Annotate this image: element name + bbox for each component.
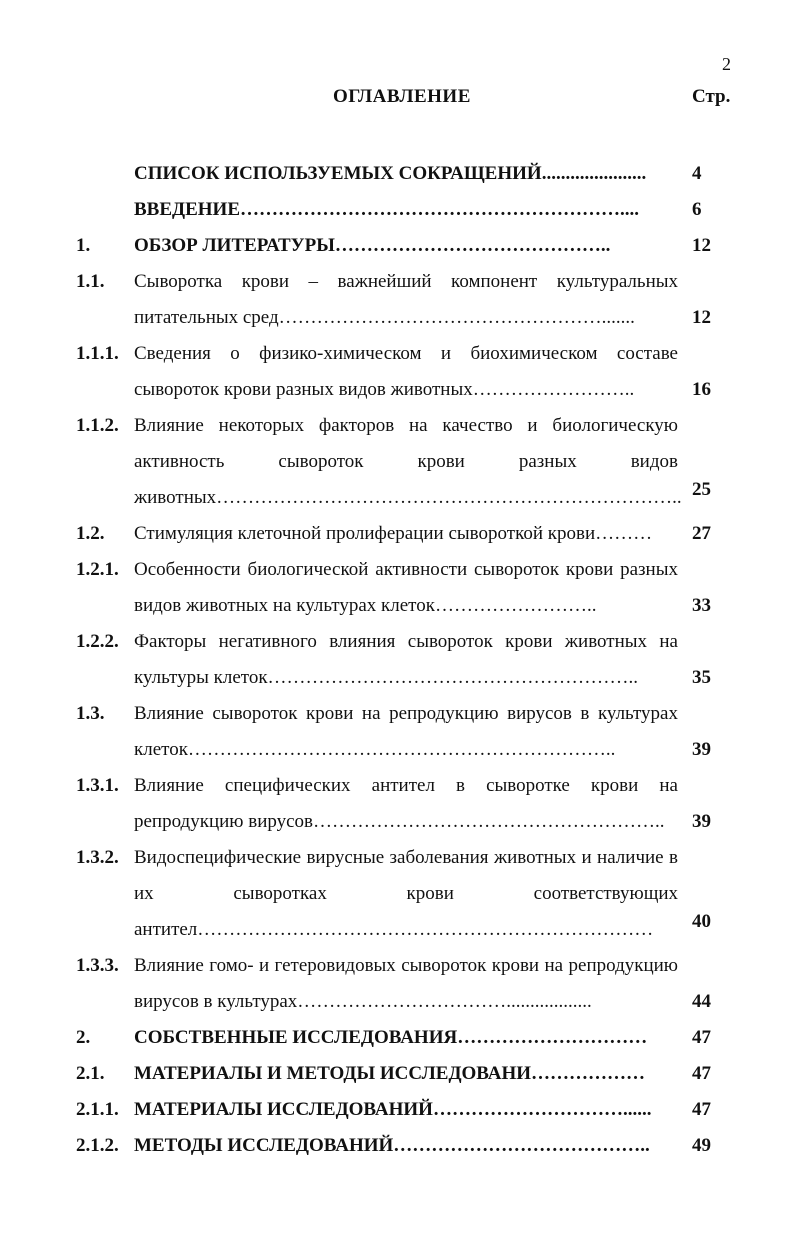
toc-entry-page: 12: [692, 307, 711, 328]
toc-entry-number: 1.3.1.: [76, 775, 119, 796]
toc-entry-number: 2.1.1.: [76, 1099, 119, 1120]
toc-entry-page: 39: [692, 739, 711, 760]
toc-entry-title: СПИСОК ИСПОЛЬЗУЕМЫХ СОКРАЩЕНИЙ......................: [134, 163, 647, 184]
toc-entry: [0, 1128, 796, 1164]
toc-entry-page: 4: [692, 163, 702, 184]
toc-entry-number: 1.1.2.: [76, 415, 119, 436]
toc-entry-page: 47: [692, 1063, 711, 1084]
toc-entry-page: 16: [692, 379, 711, 400]
toc-entry: [0, 768, 796, 840]
toc-entry-page: 6: [692, 199, 702, 220]
toc-entry: [0, 1092, 796, 1128]
toc-entry-page: 35: [692, 667, 711, 688]
toc-list: [0, 156, 796, 1164]
toc-entry: [0, 624, 796, 696]
toc-entry-title: СОБСТВЕННЫЕ ИССЛЕДОВАНИЯ…………………………: [134, 1027, 648, 1048]
toc-entry: [0, 840, 796, 948]
toc-entry-title: Влияние специфических антител в сыворотке крови на репродукцию вирусов………………………………………………..: [134, 775, 678, 832]
toc-entry-number: 1.2.: [76, 523, 105, 544]
toc-entry-page: 47: [692, 1027, 711, 1048]
toc-entry: [0, 516, 796, 552]
toc-entry-title: Особенности биологической активности сывороток крови разных видов животных на культурах клеток……………………..: [134, 559, 678, 616]
toc-entry: [0, 948, 796, 1020]
toc-entry-title: Влияние гомо- и гетеровидовых сывороток крови на репродукцию вирусов в культурах……………………………..................: [134, 955, 678, 1012]
toc-entry-title: Сыворотка крови – важнейший компонент культуральных питательных сред…………………………………………….......: [134, 271, 678, 328]
toc-entry-title: МАТЕРИАЛЫ ИССЛЕДОВАНИЙ…………………………......: [134, 1099, 652, 1120]
toc-entry-number: 2.1.2.: [76, 1135, 119, 1156]
toc-entry-title: ОБЗОР ЛИТЕРАТУРЫ……………………………………..: [134, 235, 611, 256]
toc-entry-number: 1.1.: [76, 271, 105, 292]
toc-entry: [0, 1056, 796, 1092]
toc-entry-number: 1.3.3.: [76, 955, 119, 976]
toc-entry: [0, 228, 796, 264]
page-number: 2: [722, 54, 731, 74]
toc-entry-page: 44: [692, 991, 711, 1012]
toc-entry-number: 1.2.2.: [76, 631, 119, 652]
toc-entry-number: 1.1.1.: [76, 343, 119, 364]
toc-entry-page: 40: [692, 911, 711, 932]
toc-entry-title: ВВЕДЕНИЕ……………………………………………………....: [134, 199, 639, 220]
toc-title: ОГЛАВЛЕНИЕ: [333, 86, 471, 107]
toc-entry: [0, 264, 796, 336]
toc-entry-page: 27: [692, 523, 711, 544]
toc-entry-title: МАТЕРИАЛЫ И МЕТОДЫ ИССЛЕДОВАНИ………………: [134, 1063, 646, 1084]
toc-entry-title: Сведения о физико-химическом и биохимическом составе сывороток крови разных видов животных……………………..: [134, 343, 678, 400]
toc-entry: [0, 156, 796, 192]
toc-entry: [0, 1020, 796, 1056]
toc-entry-page: 12: [692, 235, 711, 256]
toc-entry-title: Влияние сывороток крови на репродукцию вирусов в культурах клеток…………………………………………………………..: [134, 703, 678, 760]
toc-entry-title: Факторы негативного влияния сывороток крови животных на культуры клеток…………………………………………………..: [134, 631, 678, 688]
toc-entry: [0, 552, 796, 624]
toc-entry-number: 1.3.2.: [76, 847, 119, 868]
toc-entry-number: 1.: [76, 235, 91, 256]
toc-entry-title: Стимуляция клеточной пролиферации сывороткой крови………: [134, 523, 653, 544]
toc-entry: [0, 696, 796, 768]
toc-entry-page: 33: [692, 595, 711, 616]
toc-entry-page: 47: [692, 1099, 711, 1120]
toc-entry-page: 39: [692, 811, 711, 832]
toc-entry-title: Влияние некоторых факторов на качество и биологическую активность сывороток крови разных видов животных………………………………………………………………..: [134, 415, 682, 508]
toc-entry-number: 1.3.: [76, 703, 105, 724]
toc-entry-page: 49: [692, 1135, 711, 1156]
toc-entry: [0, 336, 796, 408]
toc-entry-title: МЕТОДЫ ИССЛЕДОВАНИЙ…………………………………..: [134, 1135, 650, 1156]
toc-entry-number: 2.: [76, 1027, 91, 1048]
page-column-label: Стр.: [692, 86, 731, 107]
toc-entry: [0, 192, 796, 228]
toc-entry-number: 1.2.1.: [76, 559, 119, 580]
toc-entry-page: 25: [692, 479, 711, 500]
toc-entry-title: Видоспецифические вирусные заболевания животных и наличие в их сыворотках крови соответствующих антител………………………………………………………………: [134, 847, 678, 940]
toc-entry: [0, 408, 796, 516]
toc-entry-number: 2.1.: [76, 1063, 105, 1084]
